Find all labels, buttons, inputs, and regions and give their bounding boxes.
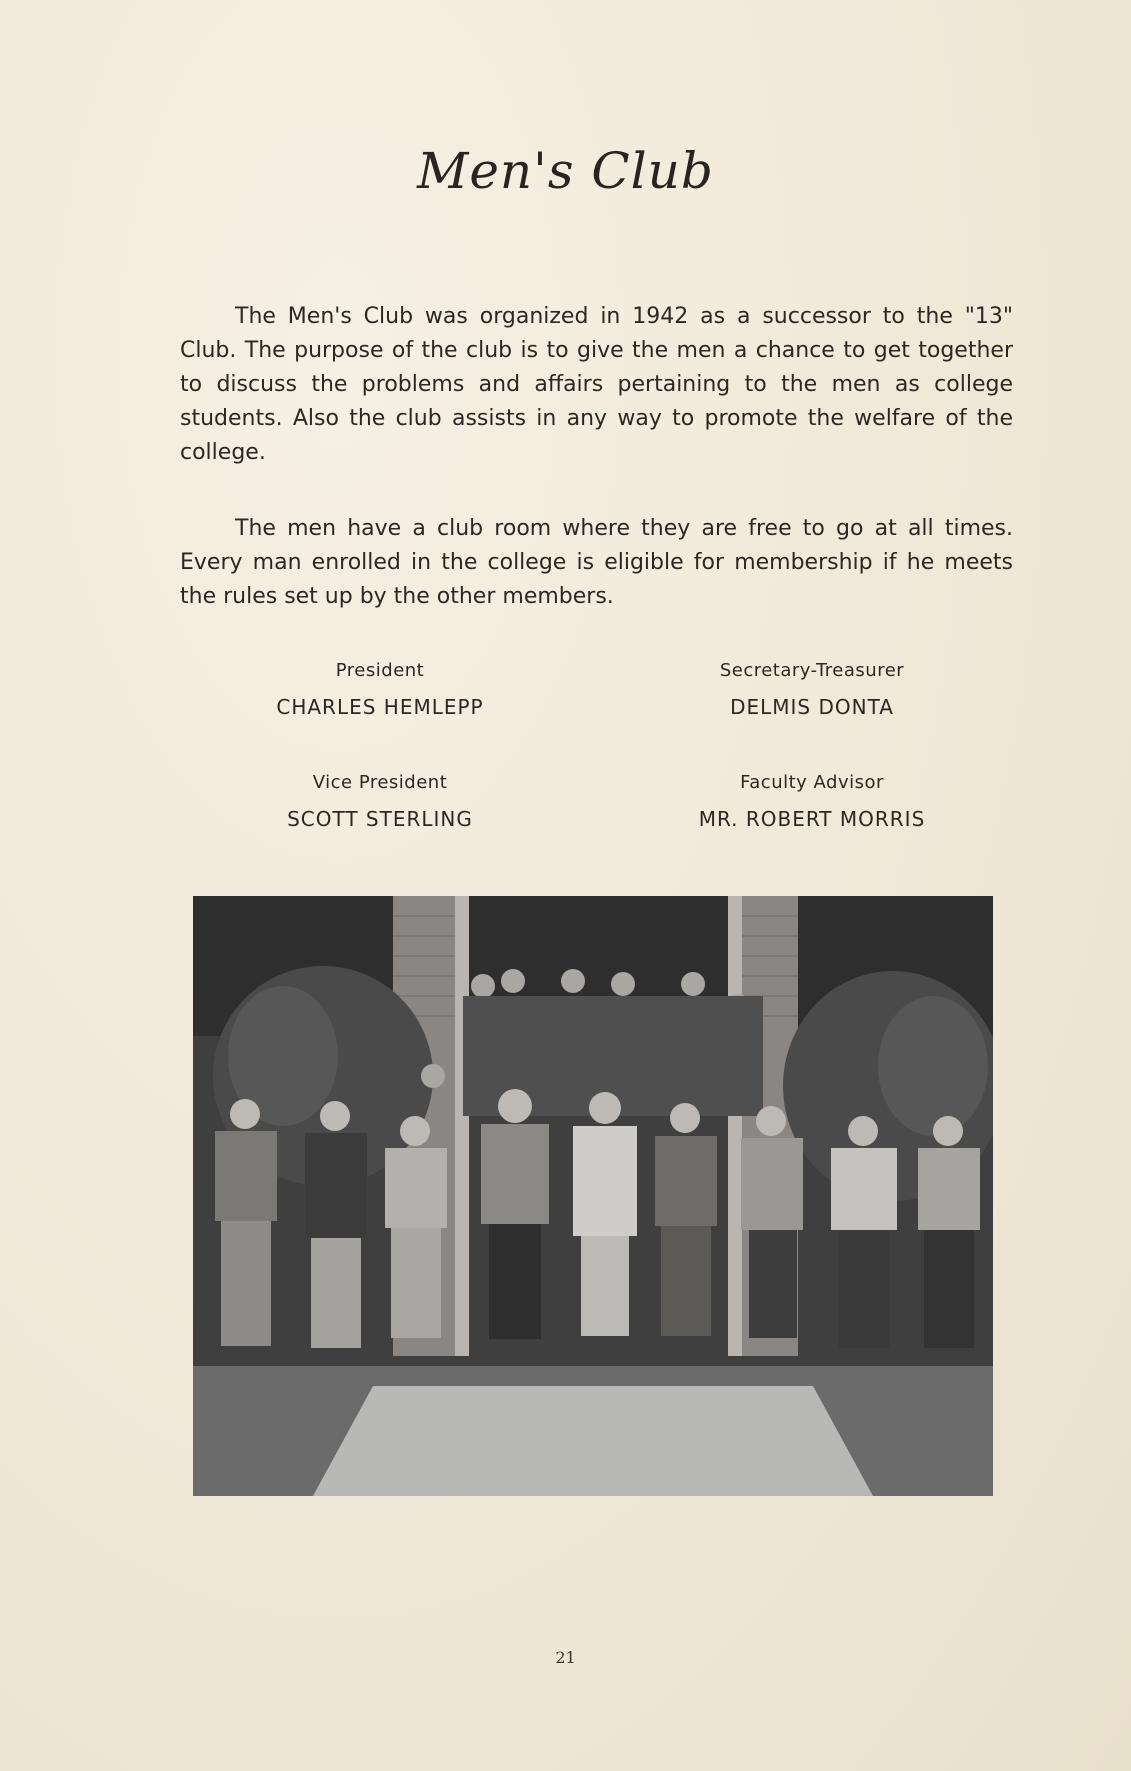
officer-name: SCOTT STERLING bbox=[287, 807, 473, 831]
officer-secretary-treasurer bbox=[632, 660, 992, 719]
officer-name: MR. ROBERT MORRIS bbox=[698, 807, 926, 831]
officer-role: Faculty Advisor bbox=[740, 772, 884, 793]
officer-role: Vice President bbox=[312, 772, 448, 793]
officer-name: DELMIS DONTA bbox=[730, 695, 894, 719]
group-photo bbox=[193, 896, 993, 1496]
group-photo-illustration bbox=[193, 896, 993, 1496]
officer-role: President bbox=[335, 660, 425, 681]
officer-name: CHARLES HEMLEPP bbox=[276, 695, 484, 719]
intro-paragraph: The Men's Club was organized in 1942 as a successor to the "13" Club. The purpose of the club is to give the men a chance to get together to discuss the problems and affairs pertaining to the men as college students. Also the club assists in any way to promote the welfare of the college. bbox=[180, 304, 1013, 465]
officer-vice-president bbox=[200, 772, 560, 831]
officer-president bbox=[200, 660, 560, 719]
page-number: 21 bbox=[555, 1648, 576, 1667]
page-title: Men's Club bbox=[417, 142, 714, 200]
club-room-paragraph: The men have a club room where they are free to go at all times. Every man enrolled in the college is eligible for membership if he meets the rules set up by the other members. bbox=[180, 516, 1013, 609]
officer-role: Secretary-Treasurer bbox=[719, 660, 905, 681]
officer-faculty-advisor bbox=[632, 772, 992, 831]
